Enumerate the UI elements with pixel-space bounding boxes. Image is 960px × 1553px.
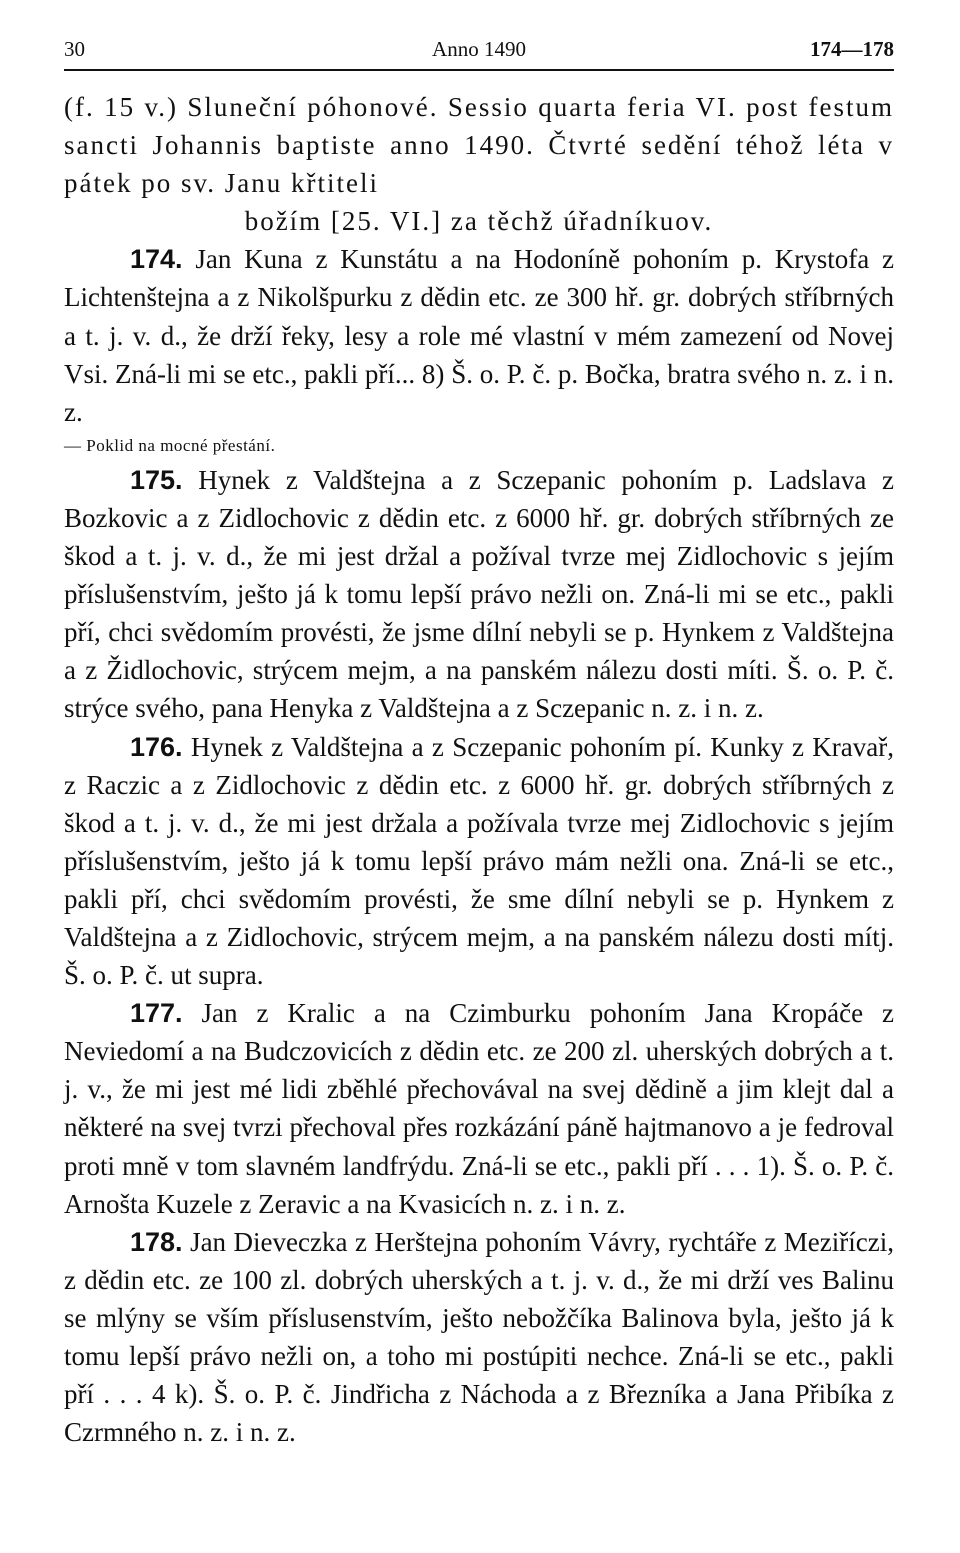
entry-177 xyxy=(64,994,894,1223)
entry-175 xyxy=(64,461,894,728)
entry-number: 178. xyxy=(130,1226,183,1257)
entry-text: Jan z Kralic a na Czimburku pohoním Jana Kropáče z Neviedomí a na Budczovicích z dědin etc. ze 200 zl. uherských dobrých a t. j. v., že mi jest mé lidi zběhlé přechovával na svej dědině a jim klejt dal a některé na svej tvrzi přechoval přes rozkázání páně hajtmanovo a je fedroval proti mně v tom slavném landfrýdu. Zná-li se etc., pakli pří . . . 1). Š. o. P. č. Arnošta Kuzele z Zeravic a na Kvasicích n. z. i n. z. xyxy=(64,998,895,1219)
session-heading-line1: (f. 15 v.) Sluneční póhonové. Sessio quarta feria VI. post festum sancti Johannis baptiste anno 1490. Čtvrté sedění téhož léta v pátek po sv. Janu křtiteli xyxy=(64,92,894,199)
entry-178 xyxy=(64,1223,894,1452)
entry-number: 175. xyxy=(130,464,183,495)
entry-text: Jan Kuna z Kunstátu a na Hodoníně pohoním p. Krystofa z Lichtenštejna a z Nikolšpurku z dědin etc. ze 300 hř. gr. dobrých stříbrných a t. j. v. d., že drží řeky, lesy a role mé vlastní v mém zamezení od Novej Vsi. Zná-li mi se etc., pakli pří... 8) Š. o. P. č. p. Bočka, bratra svého n. z. i n. z. xyxy=(64,244,894,427)
page-header xyxy=(64,32,894,66)
page-body xyxy=(64,88,894,1451)
entry-range: 174—178 xyxy=(810,37,894,61)
entry-number: 176. xyxy=(130,731,183,762)
running-title: Anno 1490 xyxy=(432,37,526,61)
entry-number: 174. xyxy=(130,244,183,275)
entry-176 xyxy=(64,728,894,995)
session-heading xyxy=(64,88,894,240)
entry-174 xyxy=(64,240,894,430)
entry-text: Hynek z Valdštejna a z Sczepanic pohoním pí. Kunky z Kravař, z Raczic a z Zidlochovic z dědin etc. z 6000 hř. gr. dobrých stříbrných z škod a t. j. v. d., že mi jest držala a požívala tvrze mej Zidlochovic s jejím příslušenstvím, ješto já k tomu lepší právo mám nežli ona. Zná-li se etc., pakli pří, chci svědomím provésti, že sme dílní nebyli se p. Hynkem z Valdštejna a z Zidlochovic, strýcem mejm, a na panském nálezu dosti mítj. Š. o. P. č. ut supra. xyxy=(64,731,895,991)
entry-number: 177. xyxy=(130,998,183,1029)
page-number: 30 xyxy=(64,37,85,61)
session-heading-line2: božím [25. VI.] za těchž úřadníkuov. xyxy=(244,206,714,237)
entry-note: — Poklid na mocné přestání. xyxy=(64,435,276,455)
entry-text: Hynek z Valdštejna a z Sczepanic pohoním p. Ladslava z Bozkovic a z Zidlochovic z dědin etc. z 6000 hř. gr. dobrých stříbrných ze škod a t. j. v. d., že mi jest držal a požíval tvrze mej Zidlochovic s jejím příslušenstvím, ješto já k tomu lepší právo nežli on. Zná-li mi se etc., pakli pří, chci svědomím provésti, že jsme dílní nebyli se p. Hynkem z Valdštejna a z Židlochovic, strýcem mejm, a na panském nálezu dosti míti. Š. o. P. č. strýce svého, pana Henyka z Valdštejna a z Sczepanic n. z. i n. z. xyxy=(64,464,894,724)
entry-text: Jan Dieveczka z Herštejna pohoním Vávry, rychtáře z Meziříczi, z dědin etc. ze 100 zl. dobrých uherských a t. j. v. d., že mi drží ves Balinu se mlýny se vším příslusenstvím, ješto nebožčíka Balinova byla, ješto já k tomu lepší právo nežli on, a toho mi postúpiti nechce. Zná-li se etc., pakli pří . . . 4 k). Š. o. P. č. Jindřicha z Náchoda a z Březníka a Jana Přibíka z Czrmného n. z. i n. z. xyxy=(64,1226,894,1448)
header-rule xyxy=(64,69,894,71)
